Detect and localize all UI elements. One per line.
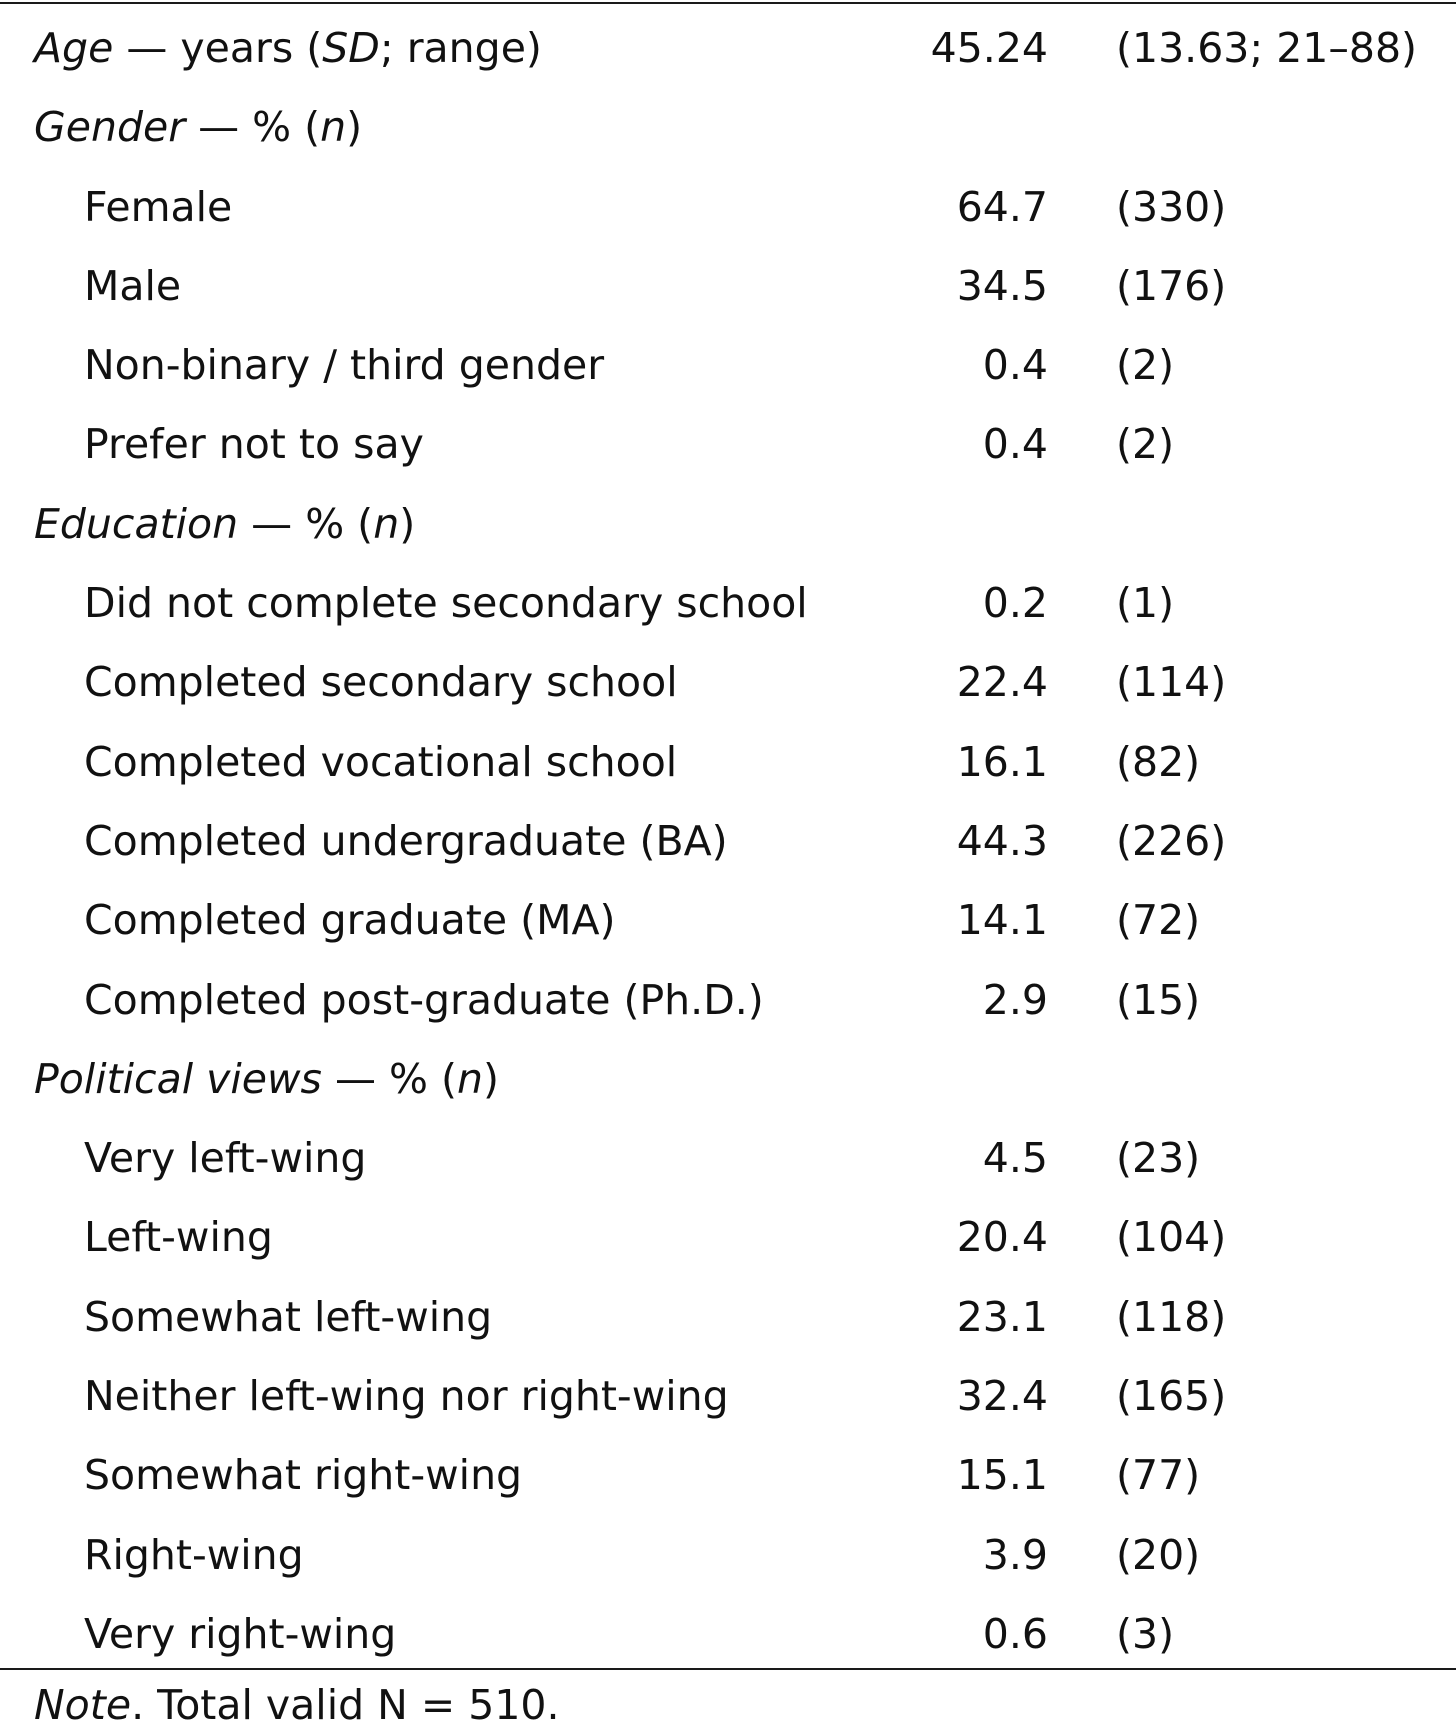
note-text: . Total valid N = 510. xyxy=(131,1681,560,1729)
row-percent: 32.4 xyxy=(956,1372,1048,1421)
row-label: Completed secondary school xyxy=(84,658,678,707)
table-body xyxy=(0,9,1456,1674)
table-row xyxy=(0,643,1456,722)
table-row xyxy=(0,802,1456,881)
row-count: (1) xyxy=(1116,579,1175,628)
row-label: Completed vocational school xyxy=(84,737,678,786)
table-row xyxy=(0,961,1456,1040)
table-row xyxy=(0,1119,1456,1198)
table-row xyxy=(0,405,1456,484)
row-count: (104) xyxy=(1116,1213,1227,1262)
table-row xyxy=(0,1595,1456,1674)
table-row xyxy=(0,1516,1456,1595)
table-note xyxy=(34,1675,560,1735)
table-row xyxy=(0,564,1456,643)
table-row xyxy=(0,1436,1456,1515)
gender-heading-row xyxy=(0,88,1456,167)
row-count: (176) xyxy=(1116,261,1227,310)
row-count: (82) xyxy=(1116,737,1201,786)
row-percent: 0.4 xyxy=(982,341,1048,390)
row-count: (23) xyxy=(1116,1134,1201,1183)
row-percent: 64.7 xyxy=(956,182,1048,231)
row-label: Completed graduate (MA) xyxy=(84,896,616,945)
row-label: Male xyxy=(84,261,182,310)
row-count: (330) xyxy=(1116,182,1227,231)
table-row xyxy=(0,1278,1456,1357)
table-bottom-rule xyxy=(0,1668,1456,1670)
row-percent: 34.5 xyxy=(956,261,1048,310)
row-percent: 20.4 xyxy=(956,1213,1048,1262)
row-percent: 0.6 xyxy=(982,1609,1048,1658)
table-row xyxy=(0,1198,1456,1277)
row-label: Non-binary / third gender xyxy=(84,341,605,390)
table-top-rule xyxy=(0,2,1456,4)
education-heading-row xyxy=(0,485,1456,564)
education-heading: Education — % (n) xyxy=(34,499,416,548)
row-label: Completed post-graduate (Ph.D.) xyxy=(84,975,764,1024)
row-percent: 14.1 xyxy=(956,896,1048,945)
row-label: Did not complete secondary school xyxy=(84,579,808,628)
row-count: (3) xyxy=(1116,1609,1175,1658)
gender-heading: Gender — % (n) xyxy=(34,103,363,152)
row-percent: 4.5 xyxy=(982,1134,1048,1183)
table-row xyxy=(0,326,1456,405)
row-label: Prefer not to say xyxy=(84,420,424,469)
row-count: (2) xyxy=(1116,341,1175,390)
row-percent: 16.1 xyxy=(956,737,1048,786)
row-label: Very left-wing xyxy=(84,1134,367,1183)
row-percent: 22.4 xyxy=(956,658,1048,707)
row-percent: 2.9 xyxy=(982,975,1048,1024)
age-mean: 45.24 xyxy=(930,24,1048,72)
row-label: Female xyxy=(84,182,233,231)
table-row xyxy=(0,168,1456,247)
row-count: (226) xyxy=(1116,816,1227,865)
row-count: (15) xyxy=(1116,975,1201,1024)
row-label: Somewhat left-wing xyxy=(84,1292,493,1341)
table-row xyxy=(0,723,1456,802)
row-count: (2) xyxy=(1116,420,1175,469)
political-heading: Political views — % (n) xyxy=(34,1054,499,1103)
political-heading-row xyxy=(0,1040,1456,1119)
age-sd-range: (13.63; 21–88) xyxy=(1116,24,1418,72)
row-count: (20) xyxy=(1116,1530,1201,1579)
row-percent: 15.1 xyxy=(956,1451,1048,1500)
row-count: (77) xyxy=(1116,1451,1201,1500)
row-count: (165) xyxy=(1116,1372,1227,1421)
row-label: Completed undergraduate (BA) xyxy=(84,816,728,865)
row-label: Somewhat right-wing xyxy=(84,1451,523,1500)
table-row xyxy=(0,881,1456,960)
row-percent: 3.9 xyxy=(982,1530,1048,1579)
row-percent: 44.3 xyxy=(956,816,1048,865)
note-label: Note xyxy=(34,1681,132,1729)
row-count: (72) xyxy=(1116,896,1201,945)
table-row xyxy=(0,1357,1456,1436)
age-label: Age — years (SD; range) xyxy=(34,24,542,72)
row-count: (114) xyxy=(1116,658,1227,707)
age-row xyxy=(0,9,1456,88)
row-label: Right-wing xyxy=(84,1530,304,1579)
table-row xyxy=(0,247,1456,326)
row-label: Very right-wing xyxy=(84,1609,397,1658)
row-count: (118) xyxy=(1116,1292,1227,1341)
row-percent: 0.4 xyxy=(982,420,1048,469)
row-label: Neither left-wing nor right-wing xyxy=(84,1372,729,1421)
row-percent: 23.1 xyxy=(956,1292,1048,1341)
row-label: Left-wing xyxy=(84,1213,273,1262)
row-percent: 0.2 xyxy=(982,579,1048,628)
